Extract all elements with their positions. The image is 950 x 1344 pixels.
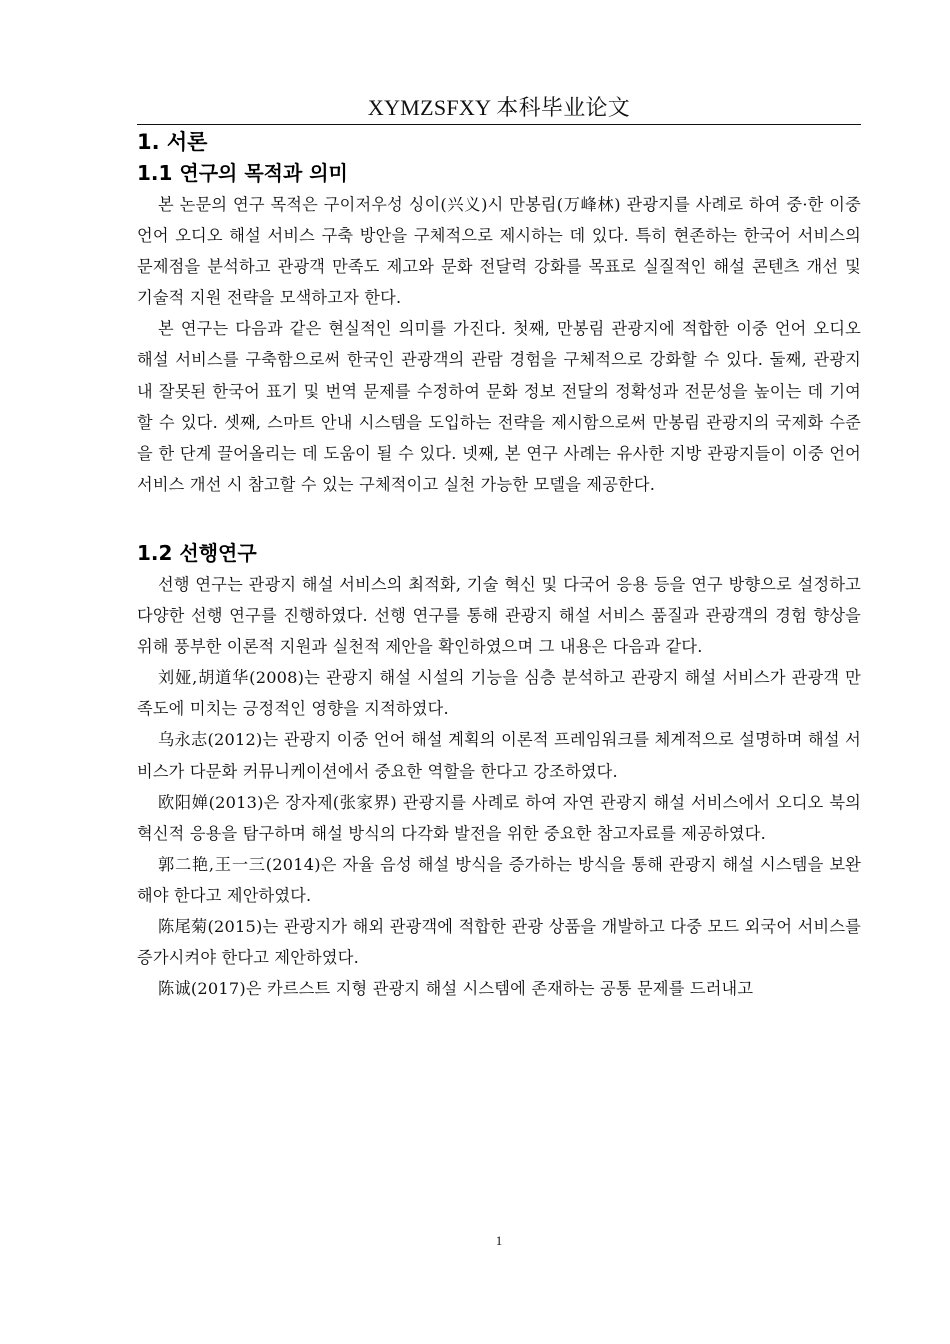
paragraph: 선행 연구는 관광지 해설 서비스의 최적화, 기술 혁신 및 다국어 응용 등을 연구 방향으로 설정하고 다양한 선행 연구를 진행하였다. 선행 연구를 통해 관광지 해설 서비스 품질과 관광객의 경험 향상을 위해 풍부한 이론적 지원과 실천적 제안을 확인하였으며 그 내용은 다음과 같다. bbox=[137, 574, 861, 657]
page-content bbox=[137, 127, 861, 1004]
paragraph: 欧阳婵(2013)은 장자제(张家界) 관광지를 사례로 하여 자연 관광지 해설 서비스에서 오디오 북의 혁신적 응용을 탐구하며 해설 방식의 다각화 발전을 위한 중요한 참고자료를 제공하였다. bbox=[137, 792, 861, 843]
paragraph: 본 논문의 연구 목적은 구이저우성 싱이(兴义)시 만봉림(万峰林) 관광지를 사례로 하여 중·한 이중 언어 오디오 해설 서비스 구축 방안을 구체적으로 제시하는 데 있다. 특히 현존하는 한국어 서비스의 문제점을 분석하고 관광객 만족도 제고와 문화 전달력 강화를 목표로 실질적인 해설 콘텐츠 개선 및 기술적 지원 전략을 모색하고자 한다. bbox=[137, 195, 861, 308]
section-title-1-2: 1.2 선행연구 bbox=[137, 540, 257, 565]
paragraph: 陈尾菊(2015)는 관광지가 해외 관광객에 적합한 관광 상품을 개발하고 다중 모드 외국어 서비스를 증가시켜야 한다고 제안하였다. bbox=[137, 916, 861, 968]
section-title-1-1: 1.1 연구의 목적과 의미 bbox=[137, 161, 348, 185]
paragraph: 본 연구는 다음과 같은 현실적인 의미를 가진다. 첫째, 만봉림 관광지에 적합한 이중 언어 오디오 해설 서비스를 구축함으로써 한국인 관광객의 관람 경험을 구체적으로 강화할 수 있다. 둘째, 관광지 내 잘못된 한국어 표기 및 번역 문제를 수정하여 문화 정보 전달의 정확성과 전문성을 높이는 데 기여할 수 있다. 셋째, 스마트 안내 시스템을 도입하는 전략을 제시함으로써 만봉림 관광지의 국제화 수준을 한 단계 끌어올리는 데 도움이 될 수 있다. 넷째, 본 연구 사례는 유사한 지방 관광지들이 이중 언어 서비스 개선 시 참고할 수 있는 구체적이고 실천 가능한 모델을 제공한다. bbox=[137, 319, 861, 494]
paragraph: 乌永志(2012)는 관광지 이중 언어 해설 계획의 이론적 프레임워크를 체계적으로 설명하며 해설 서비스가 다문화 커뮤니케이션에서 중요한 역할을 한다고 강조하였다. bbox=[137, 730, 861, 781]
running-header: XYMZSFXY 本科毕业论文 bbox=[367, 95, 631, 120]
header-rule bbox=[137, 124, 861, 125]
paragraph: 郭二艳,王一三(2014)은 자율 음성 해설 방식을 증가하는 방식을 통해 관광지 해설 시스템을 보완해야 한다고 제안하였다. bbox=[137, 854, 861, 905]
paragraph: 刘娅,胡道华(2008)는 관광지 해설 시설의 기능을 심층 분석하고 관광지 해설 서비스가 관광객 만족도에 미치는 긍정적인 영향을 지적하였다. bbox=[137, 668, 861, 719]
page-number: 1 bbox=[495, 1233, 503, 1248]
paragraph: 陈诚(2017)은 카르스트 지형 관광지 해설 시스템에 존재하는 공통 문제를 드러내고 bbox=[158, 979, 754, 999]
chapter-title: 1. 서론 bbox=[137, 130, 208, 154]
